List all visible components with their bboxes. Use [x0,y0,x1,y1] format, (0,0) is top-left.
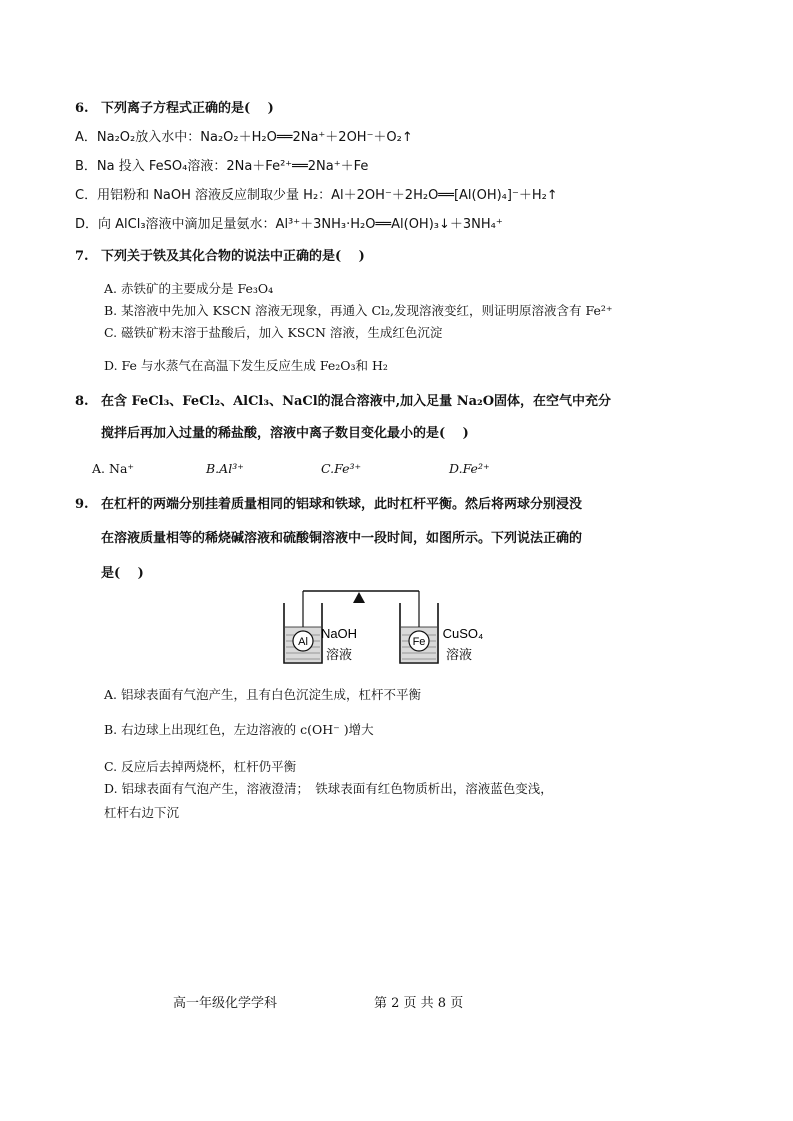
q7-stem [75,248,365,266]
q8-option-b-text: Al³⁺ [219,461,244,476]
q7-option-d [104,357,388,375]
q9-option-c-label: C. [104,759,118,774]
q7-option-b [104,302,613,320]
left-solution-label-1: NaOH [320,626,358,641]
q7-option-c-text: 磁铁矿粉末溶于盐酸后，加入 KSCN 溶液，生成红色沉淀 [121,325,443,340]
q7-option-a-label: A. [104,281,118,296]
q6-option-c-label: C． [75,188,98,203]
q7-stem-text: 下列关于铁及其化合物的说法中正确的是( ) [101,249,365,264]
q9-option-a-label: A. [104,687,118,702]
q9-option-d [104,780,553,798]
q9-option-d-text: 铝球表面有气泡产生，溶液澄清； 铁球表面有红色物质析出，溶液蓝色变浅， [121,781,553,796]
q6-stem-text: 下列离子方程式正确的是( ) [101,101,274,116]
q8-option-a-label: A. [92,461,106,476]
q9-stem-line3: 是( ) [101,566,144,581]
q9-stem-text-1: 在杠杆的两端分别挂着质量相同的铝球和铁球，此时杠杆平衡。然后将两球分别浸没 [101,497,583,512]
q6-option-d-text: 向 AlCl₃溶液中滴加足量氨水：Al³⁺＋3NH₃·H₂O══Al(OH)₃↓＋3NH₄⁺ [98,217,503,232]
q6-option-d [75,216,503,234]
iron-ball-label: Fe [412,636,426,648]
q9-option-d-label: D. [104,781,118,796]
q9-option-a [104,686,421,704]
q6-option-b [75,158,368,176]
q9-option-a-text: 铝球表面有气泡产生，且有白色沉淀生成，杠杆不平衡 [121,687,422,702]
q7-option-a [104,280,273,298]
left-solution-label-2: 溶液 [325,648,353,663]
lever-beaker-figure [272,585,494,675]
q8-stem-line2: 搅拌后再加入过量的稀盐酸，溶液中离子数目变化最小的是( ) [101,426,469,441]
q6-option-b-text: Na 投入 FeSO₄溶液：2Na＋Fe²⁺══2Na⁺＋Fe [96,159,369,174]
q6-stem [75,100,274,118]
q6-number: 6. [75,101,89,116]
right-solution-label-2: 溶液 [445,648,473,663]
footer-page-number: 第 2 页 共 8 页 [374,996,464,1011]
q9-stem-line2: 在溶液质量相等的稀烧碱溶液和硫酸铜溶液中一段时间，如图所示。下列说法正确的 [101,531,583,546]
q9-option-d-line2: 杠杆右边下沉 [104,805,180,820]
q8-option-c-label: C. [321,461,335,476]
q8-option-b-label: B. [206,461,220,476]
q9-option-b-label: B. [104,722,118,737]
aluminum-ball-label: Al [298,636,308,648]
q6-option-c [75,187,558,205]
q6-option-a-text: Na₂O₂放入水中：Na₂O₂＋H₂O══2Na⁺＋2OH⁻＋O₂↑ [96,130,413,145]
fulcrum [353,592,365,603]
q8-stem-text-1: 在含 FeCl₃、FeCl₂、AlCl₃、NaCl的混合溶液中,加入足量 Na₂O固体，在空气中充分 [101,394,612,409]
q8-option-d-label: D. [449,461,463,476]
q8-option-a [92,460,134,478]
q8-option-c-text: Fe³⁺ [334,461,362,476]
q8-option-d [449,460,490,478]
q9-number: 9. [75,497,89,512]
q7-option-a-text: 赤铁矿的主要成分是 Fe₃O₄ [121,281,274,296]
q6-option-d-label: D． [75,217,99,232]
q7-option-c-label: C. [104,325,118,340]
q7-option-c [104,324,442,342]
q9-option-b-text: 右边球上出现红色，左边溶液的 c(OH⁻ )增大 [121,722,374,737]
q6-option-b-label: B． [75,159,97,174]
q9-stem-line1 [75,496,582,514]
q9-option-b [104,721,374,739]
q8-option-a-text: Na⁺ [109,461,134,476]
q6-option-c-text: 用铝粉和 NaOH 溶液反应制取少量 H₂：Al＋2OH⁻＋2H₂O══[Al(OH)₄]⁻＋H₂↑ [97,188,558,203]
q6-option-a-label: A． [75,130,97,145]
q7-option-d-text: Fe 与水蒸气在高温下发生反应生成 Fe₂O₃和 H₂ [121,358,388,373]
q8-number: 8. [75,394,89,409]
q7-option-b-label: B. [104,303,118,318]
footer-subject: 高一年级化学学科 [173,996,278,1011]
q8-option-c [321,460,361,478]
q9-option-c-text: 反应后去掉两烧杯，杠杆仍平衡 [121,759,297,774]
q7-option-d-label: D. [104,358,118,373]
q9-option-c [104,758,296,776]
q6-option-a [75,129,413,147]
q7-option-b-text: 某溶液中先加入 KSCN 溶液无现象，再通入 Cl₂,发现溶液变红，则证明原溶液含有 Fe²⁺ [121,303,613,318]
q7-number: 7. [75,249,89,264]
right-solution-label-1: CuSO₄ [442,626,484,641]
q8-stem-line1 [75,393,611,411]
q8-option-b [206,460,244,478]
q8-option-d-text: Fe²⁺ [462,461,490,476]
